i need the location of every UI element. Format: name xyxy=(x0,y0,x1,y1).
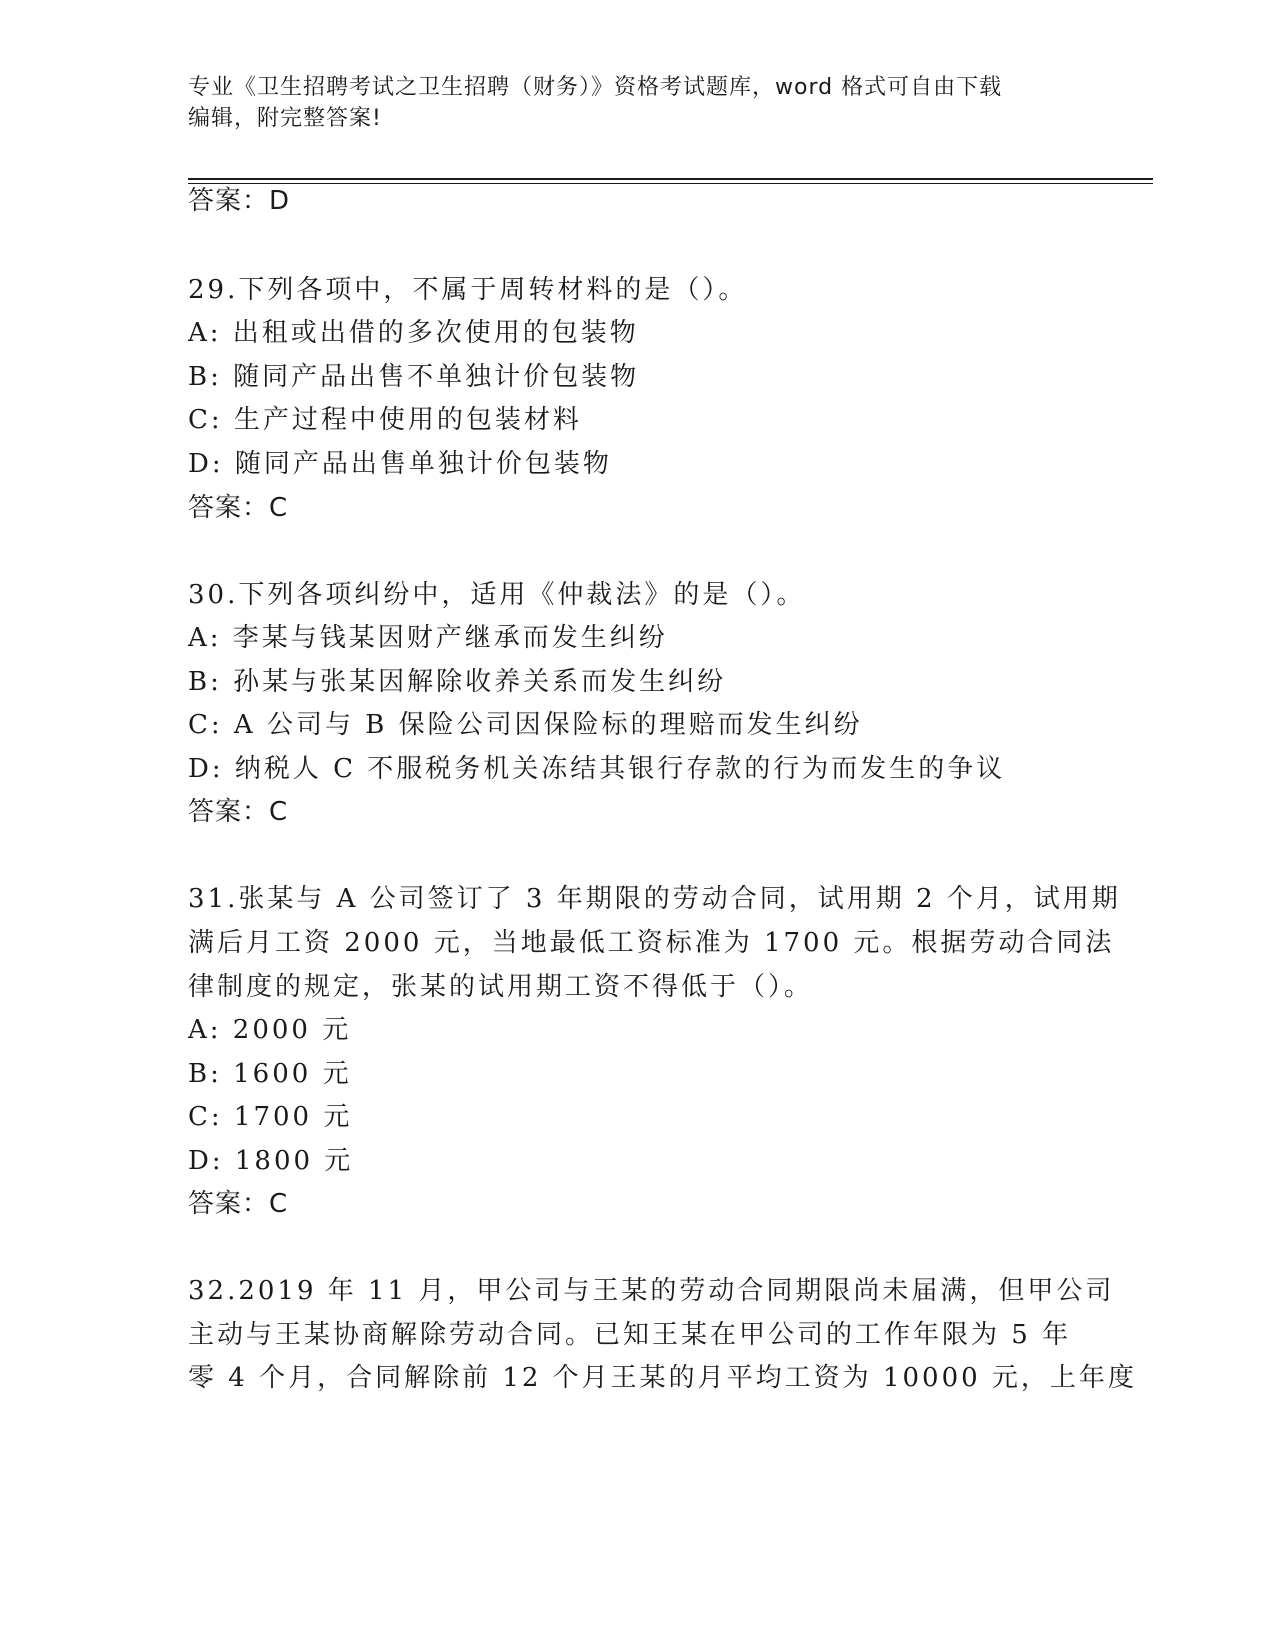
answer-q30: 答案：C xyxy=(188,797,289,827)
answer-q31: 答案：C xyxy=(188,1189,289,1219)
question-29-option-a: A: 出租或出借的多次使用的包装物 xyxy=(188,318,639,348)
question-29-stem: 29.下列各项中，不属于周转材料的是（）。 xyxy=(188,275,748,305)
question-30-stem: 30.下列各项纠纷中，适用《仲裁法》的是（）。 xyxy=(188,580,806,610)
page-header xyxy=(188,72,1068,134)
header-divider-thin xyxy=(188,183,1153,184)
question-32-stem-line-1: 32.2019 年 11 月，甲公司与王某的劳动合同期限尚未届满，但甲公司 xyxy=(188,1276,1115,1306)
question-30-option-d: D: 纳税人 C 不服税务机关冻结其银行存款的行为而发生的争议 xyxy=(188,754,1006,784)
question-31-option-c: C: 1700 元 xyxy=(188,1102,353,1132)
question-30-option-b: B: 孙某与张某因解除收养关系而发生纠纷 xyxy=(188,667,727,697)
question-30-option-c: C: A 公司与 B 保险公司因保险标的理赔而发生纠纷 xyxy=(188,710,863,740)
question-29-option-d: D: 随同产品出售单独计价包装物 xyxy=(188,449,612,479)
question-29-option-c: C: 生产过程中使用的包装材料 xyxy=(188,405,582,435)
question-29-option-b: B: 随同产品出售不单独计价包装物 xyxy=(188,362,640,392)
header-line-2: 编辑，附完整答案! xyxy=(188,106,382,131)
question-31-option-a: A: 2000 元 xyxy=(188,1015,352,1045)
answer-q29: 答案：C xyxy=(188,493,289,523)
question-30-option-a: A: 李某与钱某因财产继承而发生纠纷 xyxy=(188,623,668,653)
answer-q28: 答案：D xyxy=(188,186,291,216)
question-31-stem-line-3: 律制度的规定，张某的试用期工资不得低于（）。 xyxy=(188,972,814,1002)
question-31-option-d: D: 1800 元 xyxy=(188,1146,354,1176)
question-31-stem-line-1: 31.张某与 A 公司签订了 3 年期限的劳动合同，试用期 2 个月，试用期 xyxy=(188,884,1121,914)
question-31-option-b: B: 1600 元 xyxy=(188,1059,352,1089)
question-32-stem-line-2: 主动与王某协商解除劳动合同。已知王某在甲公司的工作年限为 5 年 xyxy=(188,1320,1072,1350)
header-divider-thick xyxy=(188,178,1153,180)
header-line-1: 专业《卫生招聘考试之卫生招聘（财务）》资格考试题库，word 格式可自由下载 xyxy=(188,75,1003,100)
question-31-stem-line-2: 满后月工资 2000 元，当地最低工资标准为 1700 元。根据劳动合同法 xyxy=(188,928,1115,958)
question-32-stem-line-3: 零 4 个月，合同解除前 12 个月王某的月平均工资为 10000 元，上年度 xyxy=(188,1363,1137,1393)
